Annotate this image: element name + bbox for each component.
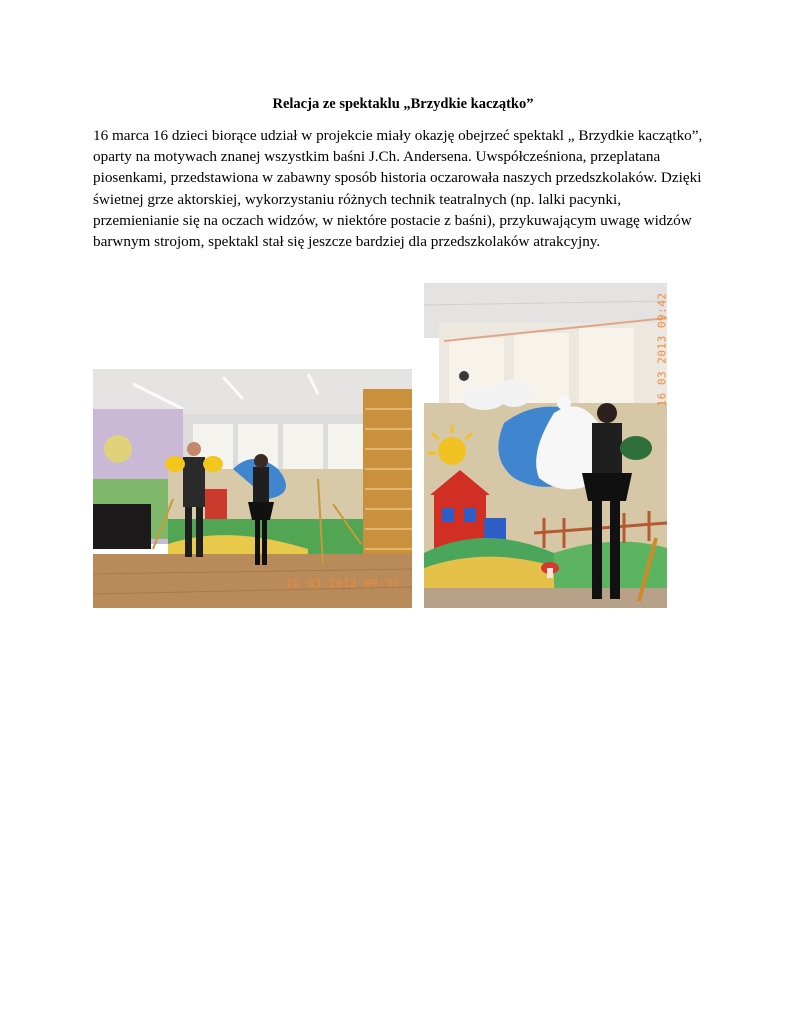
photo-performance-wide-image bbox=[93, 369, 412, 608]
document-title: Relacja ze spektaklu „Brzydkie kaczątko” bbox=[272, 96, 534, 112]
photo-timestamp: 16 03 2013 09:33 bbox=[286, 577, 400, 590]
photo-performance-wide bbox=[93, 369, 412, 608]
document-paragraph: 16 marca 16 dzieci biorące udział w projekcie miały okazję obejrzeć spektakl „ Brzydkie kaczątko”, oparty na motywach znanej wszystkim baśni J.Ch. Andersena. Uwspółcześniona, przeplatana piosenkami, przedstawiona w zabawny sposób historia oczarowała naszych przedszkolaków. Dzięki świetnej grze aktorskiej, wykorzystaniu różnych technik teatralnych (np. lalki pacynki, przemienianie się na oczach widzów, w niektóre postacie z baśni), przykuwającym uwagę widzów barwnym strojom, spektakl stał się jeszcze bardziej dla przedszkolaków atrakcyjny. bbox=[93, 127, 703, 251]
photo-timestamp: 16 03 2013 09:42 bbox=[655, 292, 669, 407]
photo-performance-closeup-image bbox=[424, 283, 667, 608]
photo-performance-closeup bbox=[424, 283, 667, 608]
